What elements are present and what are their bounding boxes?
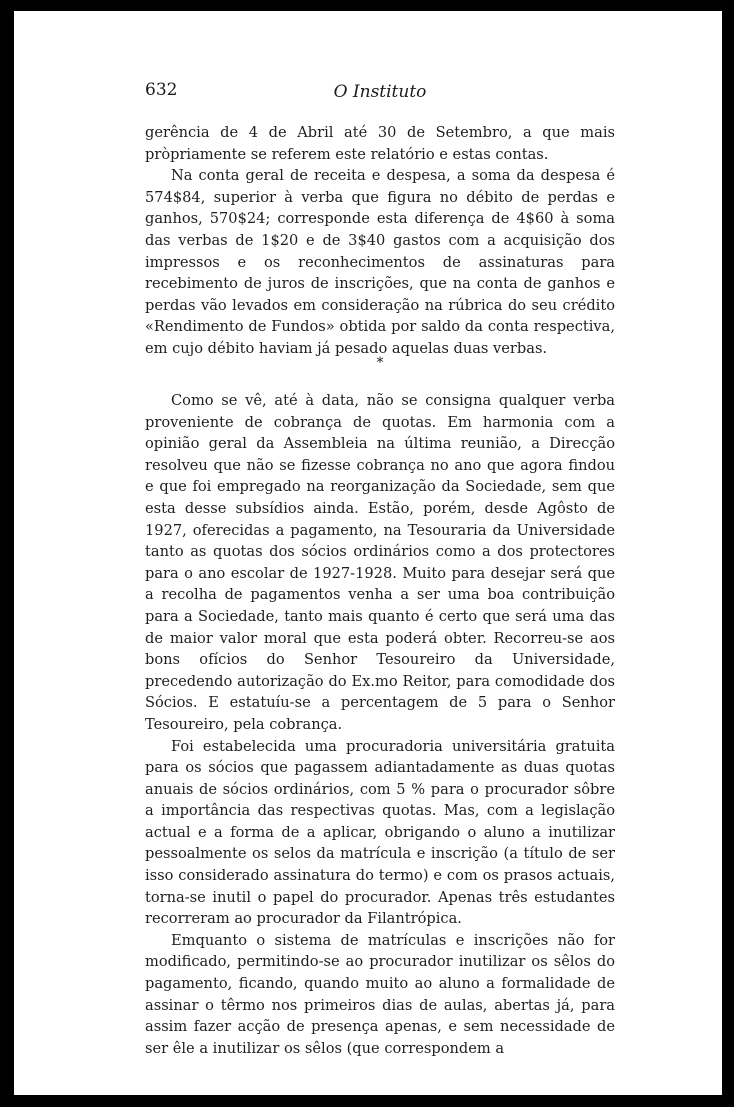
page-number: 632 bbox=[145, 80, 178, 100]
paragraph: Na conta geral de receita e despesa, a soma da despesa é 574$84, superior à verba que figura no débito de perdas e ganhos, 570$24; corresponde esta diferença de 4$60 à soma das verbas de 1$20 e de 3$40 gastos com a acquisição dos impressos e os reconhecimentos de assinaturas para recebimento de juros de inscrições, que na conta de ganhos e perdas vão levados em consideração na rúbrica do seu crédito «Rendimento de Fundos» obtida por saldo da conta respectiva, em cujo débito haviam já pesado aquelas duas verbas. bbox=[145, 167, 615, 357]
section-separator: * bbox=[376, 355, 384, 371]
paragraph: Foi estabelecida uma procuradoria universitária gratuita para os sócios que pagassem adiantadamente as duas quotas anuais de sócios ordinários, com 5 % para o procurador sôbre a importância das respectivas quotas. Mas, com a legislação actual e a forma de a aplicar, obrigando o aluno a inutilizar pessoalmente os selos da matrícula e inscrição (a título de ser isso considerado assinatura do termo) e com os prasos actuais, torna-se inutil o papel do procurador. Apenas três estudantes recorreram ao procurador da Filantrópica. bbox=[145, 737, 615, 928]
paragraph: gerência de 4 de Abril até 30 de Setembro, a que mais pròpriamente se referem este relatório e estas contas. bbox=[145, 124, 615, 163]
paragraph: Como se vê, até à data, não se consigna qualquer verba proveniente de cobrança de quotas. Em harmonia com a opinião geral da Assembleia na última reunião, a Direcção resolveu que não se fizesse cobrança no ano que agora findou e que foi empregado na reorganização da Sociedade, sem que esta desse subsídios ainda. Estão, porém, desde Agôsto de 1927, oferecidas a pagamento, na Tesouraria da Universidade tanto as quotas dos sócios ordinários como a dos protectores para o ano escolar de 1927-1928. Muito para desejar será que a recolha de pagamentos venha a ser uma boa contribuição para a Sociedade, tanto mais quanto é certo que será uma das de maior valor moral que esta poderá obter. Recorreu-se aos bons ofícios do Senhor Tesoureiro da Universidade, precedendo autorização do Ex.mo Reitor, para comodidade dos Sócios. E estatuíu-se a percentagem de 5 para o Senhor Tesoureiro, pela cobrança. bbox=[145, 392, 615, 733]
text-block-bottom bbox=[145, 390, 615, 1059]
running-title: O Instituto bbox=[333, 82, 427, 102]
paragraph: Emquanto o sistema de matrículas e inscrições não for modificado, permitindo-se ao procurador inutilizar os sêlos do pagamento, ficando, quando muito ao aluno a formalidade de assinar o têrmo nos primeiros dias de aulas, abertas já, para assim fazer acção de presença apenas, e sem necessidade de ser êle a inutilizar os sêlos (que correspondem a bbox=[145, 931, 615, 1057]
page-header bbox=[145, 80, 615, 110]
text-block-top bbox=[145, 122, 615, 360]
